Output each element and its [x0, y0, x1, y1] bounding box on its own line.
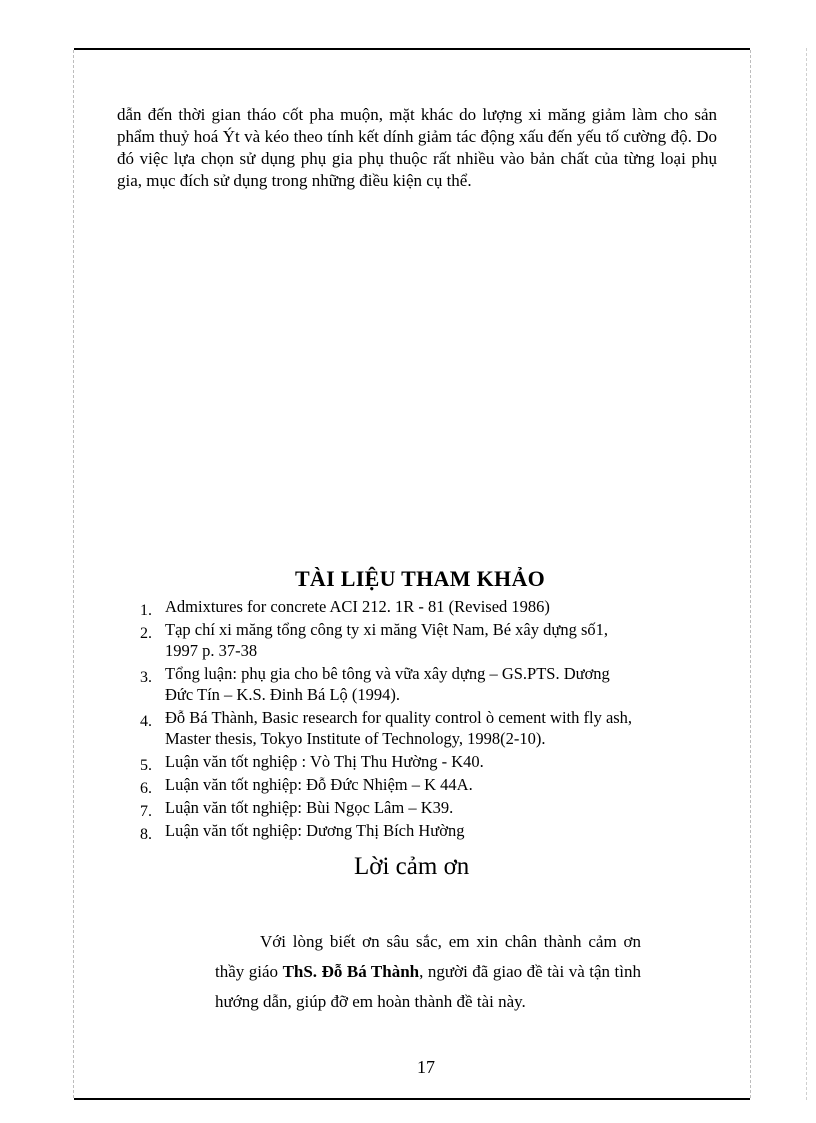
reference-text: Tạp chí xi măng tổng công ty xi măng Việt Nam, Bé xây dựng số1,	[165, 620, 608, 639]
intro-line: yếu tố cường độ. Do đó việc lựa chọn sử dụng phụ gia phụ thuộc rất nhiều	[117, 127, 717, 168]
reference-text: Luận văn tốt nghiệp: Đỗ Đức Nhiệm – K 44A.	[165, 775, 473, 794]
advisor-name: ThS. Đỗ Bá Thành	[282, 962, 420, 981]
reference-item	[140, 797, 740, 818]
reference-text: Đỗ Bá Thành, Basic research for quality control ò cement with fly ash,	[165, 708, 633, 727]
reference-number: 8.	[140, 826, 152, 843]
reference-text: Tổng luận: phụ gia cho bê tông và vữa xây dựng – GS.PTS. Dương	[165, 664, 610, 683]
reference-item	[140, 820, 740, 841]
acknowledgement-paragraph	[215, 927, 641, 1017]
intro-line: cho sản phẩm thuỷ hoá Ýt và kéo theo tính kết dính giảm tác động xấu đến	[117, 105, 718, 146]
reference-text: 1997 p. 37-38	[165, 641, 258, 660]
reference-item	[140, 663, 740, 705]
reference-text: Admixtures for concrete ACI 212. 1R - 81 (Revised 1986)	[165, 597, 550, 616]
reference-number: 5.	[140, 757, 152, 774]
reference-item	[140, 619, 740, 661]
acknowledgement-title: Lời cảm ơn	[354, 852, 470, 880]
reference-text: Luận văn tốt nghiệp : Vò Thị Thu Hường - K40.	[165, 752, 484, 771]
reference-number: 1.	[140, 602, 152, 619]
intro-line: cụ thể.	[426, 171, 472, 190]
references-list	[140, 596, 740, 843]
reference-text: Luận văn tốt nghiệp: Bùi Ngọc Lâm – K39.	[165, 798, 454, 817]
reference-item	[140, 774, 740, 795]
references-title: TÀI LIỆU THAM KHẢO	[294, 566, 546, 592]
intro-line: dẫn đến thời gian tháo cốt pha muộn, mặt khác do lượng xi măng giảm làm	[117, 105, 658, 124]
page-number: 17	[417, 1057, 435, 1077]
acknowledgement-text: Với lòng biết ơn sâu sắc, em xin chân thành cảm ơn thầy giáo	[215, 932, 641, 981]
reference-text: Đức Tín – K.S. Đinh Bá Lộ (1994).	[165, 685, 401, 704]
intro-paragraph	[117, 104, 717, 192]
reference-number: 7.	[140, 803, 152, 820]
reference-number: 3.	[140, 669, 152, 686]
reference-item	[140, 751, 740, 772]
intro-line: vào bản chất của từng loại phụ gia, mục đích sử dụng trong những điều kiện	[117, 149, 717, 190]
reference-number: 2.	[140, 625, 152, 642]
reference-number: 6.	[140, 780, 152, 797]
acknowledgement-text: , người đã giao đề tài và tận tình hướng dẫn, giúp đỡ em hoàn thành đề tài này.	[215, 962, 641, 1011]
reference-item	[140, 596, 740, 617]
reference-text: Master thesis, Tokyo Institute of Technology, 1998(2-10).	[165, 729, 546, 748]
reference-number: 4.	[140, 713, 152, 730]
reference-item	[140, 707, 740, 749]
reference-text: Luận văn tốt nghiệp: Dương Thị Bích Hường	[165, 821, 465, 840]
